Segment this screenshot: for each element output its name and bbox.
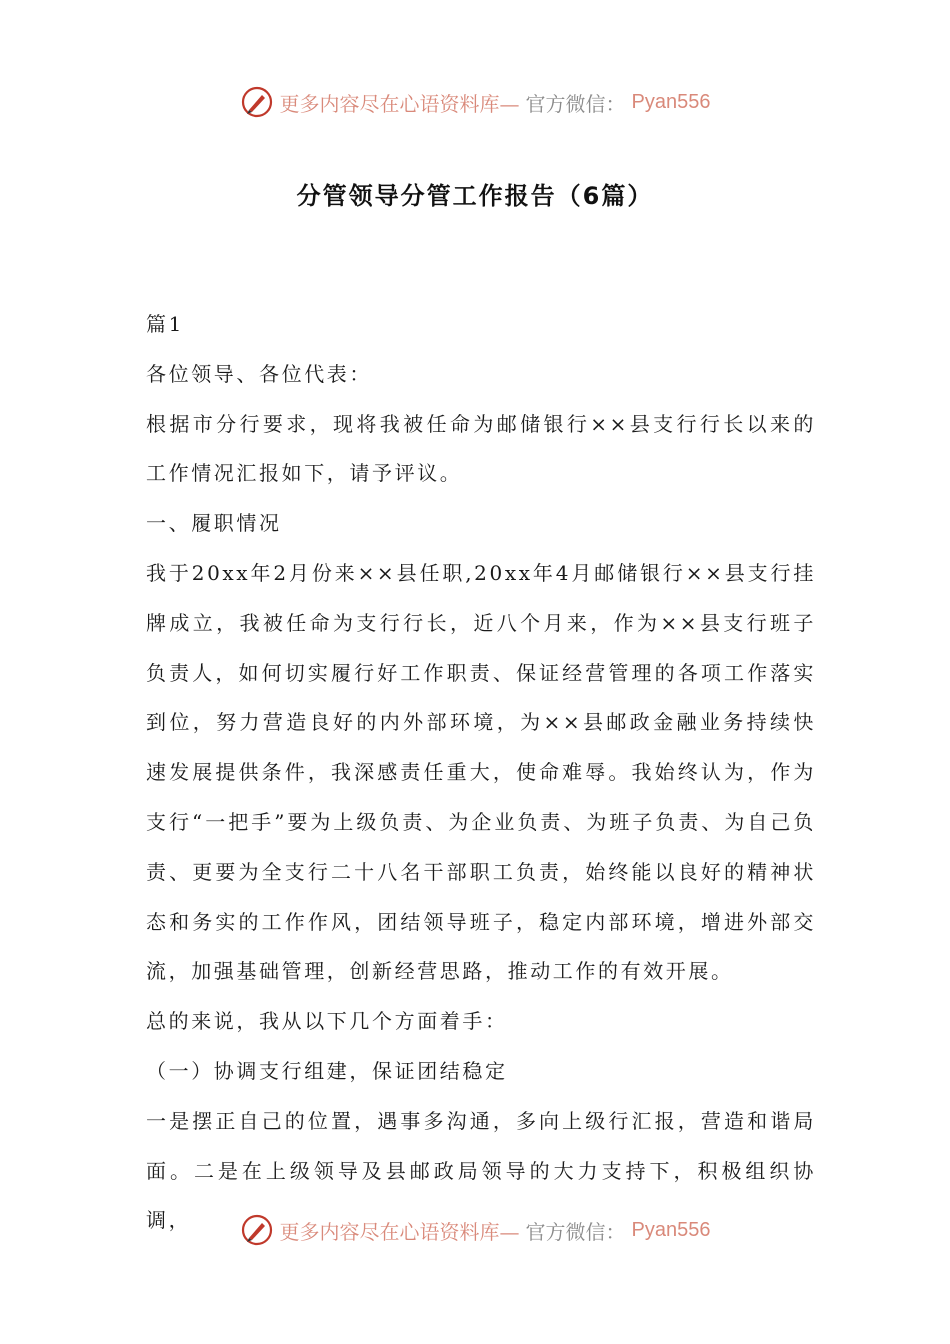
footer-watermark [0, 1210, 950, 1250]
duty-paragraph: 我于20xx年2月份来××县任职,20xx年4月邮储银行××县支行挂牌成立，我被任命为支行行长，近八个月来，作为××县支行班子负责人，如何切实履行好工作职责、保证经营管理的各项工作落实到位，努力营造良好的内外部环境，为××县邮政金融业务持续快速发展提供条件，我深感责任重大，使命难辱。我始终认为，作为支行“一把手”要为上级负责、为企业负责、为班子负责、为自己负责、更要为全支行二十八名干部职工负责，始终能以良好的精神状态和务实的工作作风，团结领导班子，稳定内部环境，增进外部交流，加强基础管理，创新经营思路，推动工作的有效开展。 [146, 560, 816, 984]
intro-paragraph: 根据市分行要求，现将我被任命为邮储银行××县支行行长以来的工作情况汇报如下，请予评议。 [146, 411, 816, 486]
heading-duty: 一、履职情况 [146, 511, 282, 536]
salutation: 各位领导、各位代表： [146, 361, 372, 386]
coordination-paragraph: 一是摆正自己的位置，遇事多沟通，多向上级行汇报，营造和谐局面。二是在上级领导及县邮政局领导的大力支持下，积极组织协调， [146, 1108, 816, 1233]
watermark-site-text: 更多内容尽在心语资料库— [279, 1219, 520, 1244]
document-title: 分管领导分管工作报告（6篇） [296, 182, 654, 210]
watermark-wechat-id: Pyan556 [631, 90, 711, 113]
document-body [146, 300, 816, 1246]
header-watermark [0, 82, 950, 122]
pen-logo-icon [240, 1213, 274, 1247]
watermark-site-text: 更多内容尽在心语资料库— [279, 91, 520, 116]
summary-line: 总的来说，我从以下几个方面着手： [146, 1009, 508, 1034]
watermark-label-text: 官方微信： [525, 1219, 626, 1244]
pen-logo-icon [240, 85, 274, 119]
watermark-label-text: 官方微信： [525, 91, 626, 116]
section-label: 篇1 [146, 312, 184, 336]
watermark-wechat-id: Pyan556 [631, 1218, 711, 1241]
subheading-coordination: （一）协调支行组建，保证团结稳定 [146, 1058, 508, 1083]
